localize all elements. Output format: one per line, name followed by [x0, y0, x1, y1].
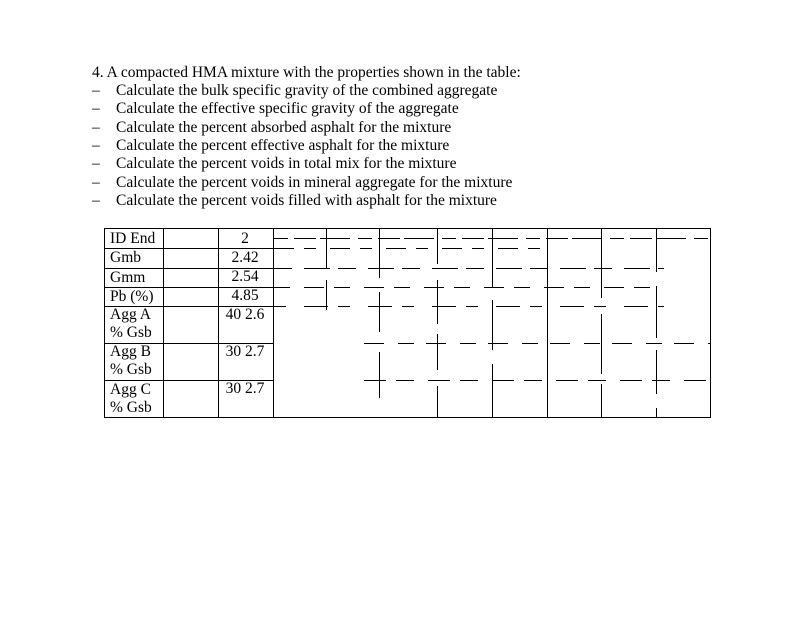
- row-label-pb: Pb (%): [110, 288, 154, 305]
- row-value-gmm: 2.54: [231, 268, 259, 285]
- row-label-gmm: Gmm: [110, 269, 146, 286]
- row-label-agg-a: Agg A: [110, 306, 151, 323]
- bullet-text: Calculate the percent voids filled with asphalt for the mixture: [116, 192, 497, 209]
- bullet-marker: –: [92, 192, 100, 209]
- bullet-marker: –: [92, 82, 100, 99]
- bullet-text: Calculate the percent effective asphalt for the mixture: [116, 137, 450, 154]
- row-label-agg-b-sub: % Gsb: [110, 361, 152, 378]
- bullet-text: Calculate the percent voids in mineral aggregate for the mixture: [116, 174, 513, 191]
- row-label-gmb: Gmb: [110, 249, 141, 266]
- row-label-agg-b: Agg B: [110, 343, 151, 360]
- row-value-id-end: 2: [241, 230, 249, 247]
- bullet-text: Calculate the effective specific gravity of the aggregate: [116, 100, 459, 117]
- bullet-marker: –: [92, 155, 100, 172]
- row-label-id-end: ID End: [110, 230, 156, 247]
- row-label-agg-a-sub: % Gsb: [110, 324, 152, 341]
- bullet-marker: –: [92, 100, 100, 117]
- bullet-marker: –: [92, 174, 100, 191]
- row-value-agg-a: 40 2.6: [225, 306, 265, 323]
- bullet-item: [92, 192, 497, 210]
- bullet-item: [92, 119, 451, 137]
- row-value-agg-c: 30 2.7: [225, 380, 265, 397]
- bullet-item: [92, 155, 456, 173]
- row-label-agg-c-sub: % Gsb: [110, 399, 152, 416]
- bullet-item: [92, 174, 512, 192]
- question-heading: 4. A compacted HMA mixture with the properties shown in the table:: [92, 64, 521, 81]
- bullet-text: Calculate the bulk specific gravity of the combined aggregate: [116, 82, 498, 99]
- bullet-marker: –: [92, 119, 100, 136]
- row-value-agg-b: 30 2.7: [225, 343, 265, 360]
- bullet-item: [92, 100, 459, 118]
- table-grid-lines: [104, 228, 711, 418]
- row-value-gmb: 2.42: [231, 249, 259, 266]
- bullet-text: Calculate the percent voids in total mix for the mixture: [116, 155, 457, 172]
- row-value-pb: 4.85: [231, 287, 259, 304]
- bullet-text: Calculate the percent absorbed asphalt for the mixture: [116, 119, 452, 136]
- row-label-agg-c: Agg C: [110, 381, 151, 398]
- bullet-item: [92, 137, 449, 155]
- bullet-marker: –: [92, 137, 100, 154]
- properties-table: [104, 228, 711, 418]
- bullet-item: [92, 82, 497, 100]
